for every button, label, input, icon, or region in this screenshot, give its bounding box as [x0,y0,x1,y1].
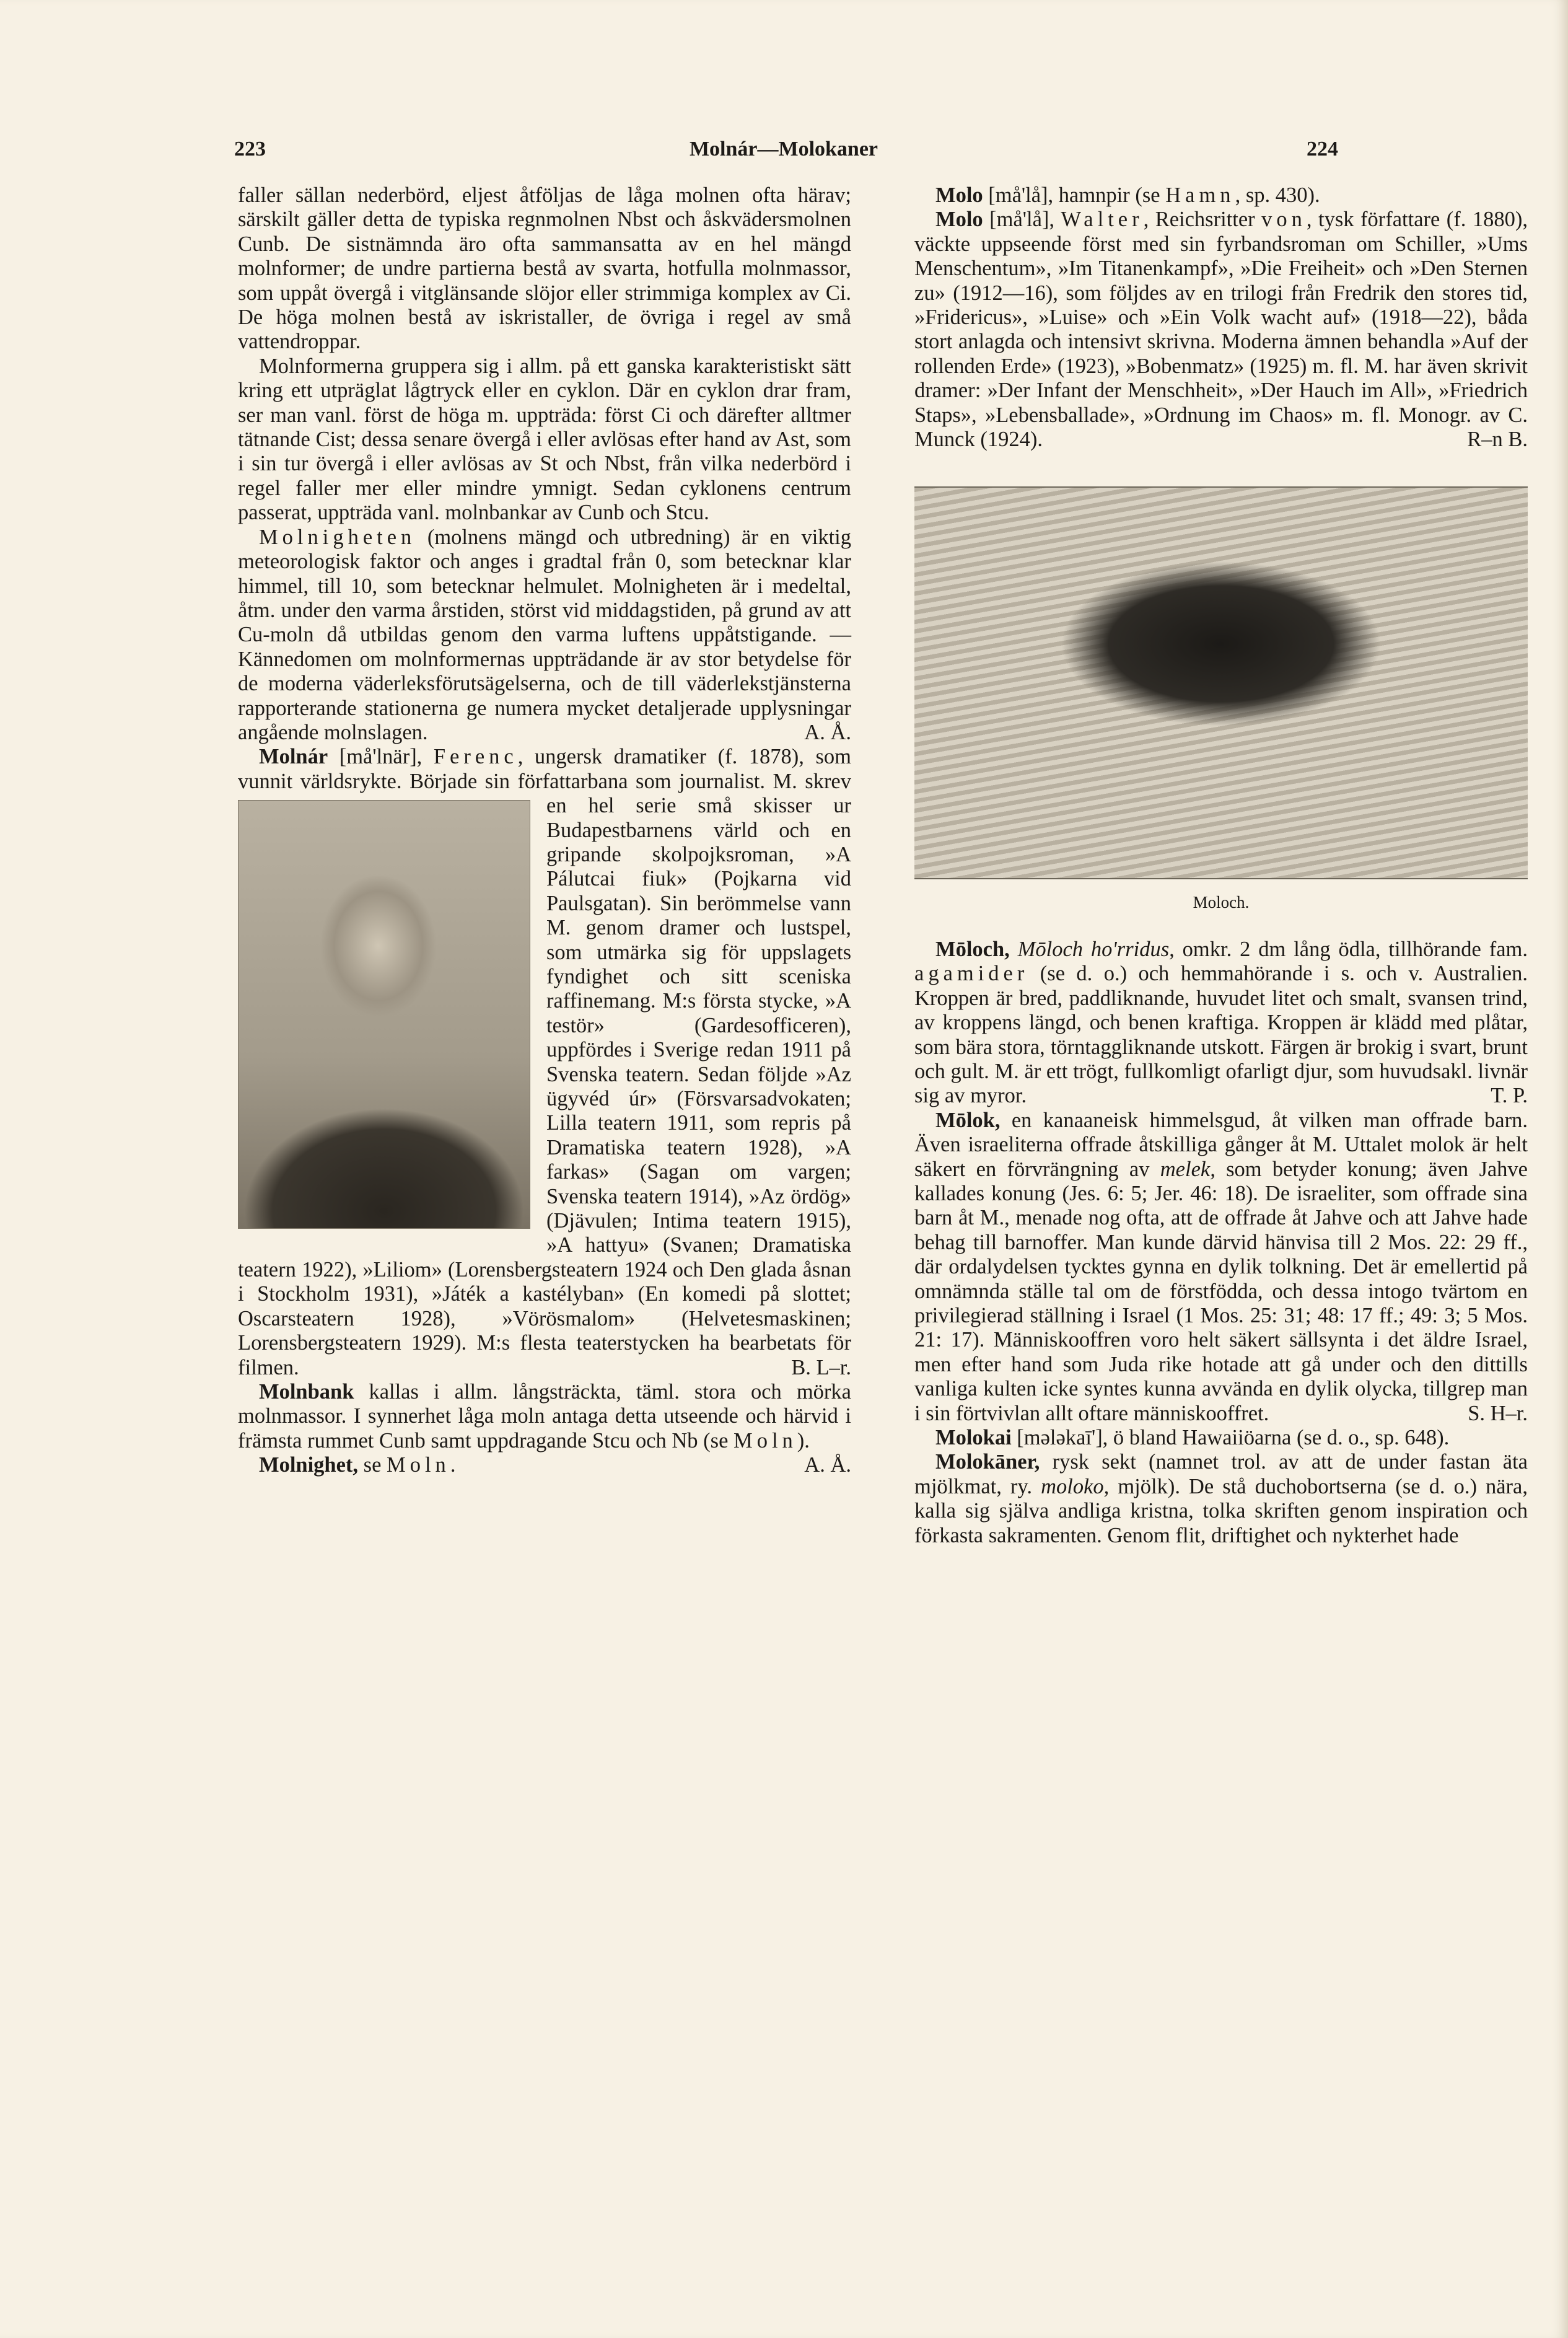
molok-text: en kanaaneisk himmelsgud, åt vilken man offrade barn. Även israeliterna offrade åtskilliga gånger åt M. Uttalet molok är helt säkert en förvrängning av [914,1108,1528,1181]
crossref-moln: Moln [734,1428,797,1452]
right-column [914,183,1528,1548]
word-melek: melek, [1160,1157,1215,1181]
entry-molok [914,1109,1528,1426]
cloudiness-text: (molnens mängd och utbredning) är en viktig meteorologisk faktor och anges i gradtal från 0, som betecknar klar himmel, till 10, som betecknar helmulet. Molnigheten är i medeltal, åtm. under den varma årstiden, störst vid middagstiden, på grund av att Cu-moln då utbildas genom den varma luftens uppåtstigande. — Kännedomen om molnformernas uppträdande är av stor betydelse för de moderna väderleksförutsägelserna, och de till väderlekstjänsterna rapporterande stationerna ge numera mycket detaljerade upplysningar angående molnslagen. [238,525,851,744]
molo1-text: [må'lå], hamnpir (se [983,183,1166,207]
entry-molnar [238,745,851,1380]
entry-molokaner [914,1450,1528,1548]
pronunciation: [må'lå], [983,208,1061,232]
word-moloko: moloko, [1041,1474,1110,1498]
entry-molo-2 [914,208,1528,452]
crossref-moln: Moln [387,1453,450,1477]
name-walter: Walter [1061,208,1144,232]
moloch-text: omkr. 2 dm lång ödla, tillhörande fam. [1174,937,1528,961]
signature: A. Å. [804,720,851,744]
headword-molnar: Molnár [259,745,328,769]
paragraph-cloudiness [238,525,851,745]
headword-molokaner: Molokāner, [935,1450,1040,1474]
crossref-hamn: Hamn [1165,183,1235,207]
signature: T. P. [1491,1084,1528,1108]
molokai-text: [mələkaī'], ö bland Hawaiiöarna (se d. o., sp. 648). [1011,1426,1450,1449]
molnar-text-wrapped: Budapestbarnens värld och en gripande skolpojksroman, »A Pálutcai fiuk» (Pojkarna vid Paulsgatan). Sin berömmelse vann M. genom dramer och lustspel, som utmärka sig för uppslagets fyndighet och sitt sceniska raffinemang. M:s första stycke, »A testör» (Gardesofficeren), uppfördes i Sverige redan 1911 på Svenska teatern. Sedan följde »Az ügyvéd úr» (Försvarsadvokaten; Lilla teatern 1911, som repris på Dramatiska teatern 1928), »A farkas» (Sagan om vargen; Svenska teatern 1914), »Az ördög» (Djävulen; Intima teatern 1915), »A hattyu» (Svanen; Dramatiska teatern 1922), »Liliom» (Lorensbergsteatern 1924 och Den glada åsnan i Stockholm 1931), »Játék a kastélyban» (En komedi på slottet; Oscarsteatern 1928), »Vörösmalom» (Helvetesmaskinen; Lorensbergsteatern 1929). M:s flesta teaterstycken ha bearbetats för filmen. [238,818,851,1379]
entry-molokai [914,1426,1528,1450]
headword-molokai: Molokai [935,1426,1012,1449]
moloch-illustration [914,486,1528,879]
term-molnigheten: Molnigheten [259,525,416,549]
signature: R–n B. [1467,428,1528,452]
signature: S. H–r. [1468,1401,1528,1425]
molnbank-end: ). [797,1428,810,1452]
headword-moloch: Mōloch, [935,937,1010,961]
crossref-agamider: agamider [914,962,1029,986]
molnighet-end: . [450,1453,456,1477]
molnar-text: , ungersk dramatiker (f. 1878), som vunnit världsrykte. Började sin författarbana som journalist. M. skrev en hel serie små skisser ur [238,745,851,818]
name-von: von [1261,208,1307,232]
paragraph-cloud-groups: Molnformerna gruppera sig i allm. på ett ganska karakteristiskt sätt kring ett utpräglat lågtryck eller en cyklon. Där en cyklon drar fram, ser man vanl. först de höga m. uppträda: först Ci och därefter alltmer tätnande Cist; dessa senare övergå i eller avlösas efter hand av Ast, som i sin tur övergå i eller avlösas av St och Nbst, från vilka nederbörd i regel faller mer eller mindre ymnigt. Sedan cyklonens centrum passerat, uppträda vanl. molnbankar av Cunb och Stcu. [238,354,851,525]
paragraph-cloud-precipitation: faller sällan nederbörd, eljest åtföljas de låga molnen ofta härav; särskilt gäller detta de typiska regnmolnen Nbst och åskvädersmolnen Cunb. De sistnämnda äro ofta sammansatta av en hel mängd molnformer; de undre partierna bestå av svarta, hotfulla molnmassor, som uppåt övergå i vitglänsande slöjor eller strimmiga komplex av Ci. De höga molnen bestå av iskristaller, de övriga i regel av små vattendroppar. [238,183,851,354]
portrait-photo [238,800,530,1229]
name-ferenc: Ferenc [433,745,518,769]
headword-molnighet: Molnighet, [259,1453,359,1477]
latin-name: Mōloch ho'rridus, [1009,937,1175,961]
entry-moloch [914,938,1528,1109]
signature: A. Å. [804,1453,851,1477]
molokaner-text-2: mjölk). De stå duchobortserna (se d. o.) nära, kalla sig själva andliga kristna, tolka skriften genom inspiration och förkasta sakramenten. Genom flit, driftighet och nykterhet hade [914,1474,1528,1547]
headword-molok: Mōlok, [935,1108,1001,1132]
molo1-end: , sp. 430). [1235,183,1320,207]
header-title: Molnár—Molokaner [689,138,878,160]
molo2-text: , tysk författare (f. 1880), väckte uppseende först med sin fyrbandsroman om Schiller, »Ums Menschentum», »Im Titanenkampf», »Die Freiheit» och »Den Sternen zu» (1912—16), som följdes av en trilogi från Fredrik den stores tid, »Fridericus», »Luise» och »Ein Volk wacht auf» (1918—22), båda stort anlagda och intensivt skrivna. Moderna ämnen behandla »Auf der rollenden Erde» (1923), »Bobenmatz» (1925) m. fl. M. har även skrivit dramer: »Der Infant der Menschheit», »Der Hauch im All», »Friedrich Staps», »Lebensballade», »Ordnung im Chaos» m. fl. Monogr. av C. Munck (1924). [914,208,1528,452]
entry-molo-1 [914,183,1528,208]
page-number-right: 224 [1307,138,1338,160]
figure-caption: Moloch. [1193,893,1250,912]
left-column [238,183,851,1478]
molnbank-text: kallas i allm. långsträckta, täml. stora och mörka molnmassor. I synnerhet låga moln antaga detta utseende och härvid i främsta rummet Cunb samt uppdragande Stcu och Nb (se [238,1379,851,1452]
molo2-title: , Reichsritter [1143,208,1262,232]
molnighet-text: se [358,1453,387,1477]
headword-molnbank: Molnbank [259,1379,354,1404]
page-number-left: 223 [234,138,266,160]
molokaner-text: rysk sekt (namnet trol. av att de under fastan äta mjölkmat, ry. [914,1450,1528,1498]
signature: B. L–r. [791,1355,851,1379]
running-header [229,138,1338,169]
headword-molo: Molo [935,183,983,207]
pronunciation: [må'lnär], [328,745,434,769]
moloch-text-2: (se d. o.) och hemmahörande i s. och v. Australien. Kroppen är bred, paddliknande, huvudet litet och smalt, svansen trind, av kroppens längd, och benen kraftiga. Kroppen är klädd med plåtar, som bära stora, törntaggliknande utskott. Färgen är brokig i svart, brunt och gult. M. är ett trögt, fullkomligt ofarligt djur, som huvudsakl. livnär sig av myror. [914,962,1528,1108]
headword-molo: Molo [935,208,983,232]
molok-text-2: som betyder konung; även Jahve kallades konung (Jes. 6: 5; Jer. 46: 18). De israeliter, som offrade sina barn åt M., menade nog ofta, att de offrade åt Jahve och att Jahve hade behag till barnoffer. Man kunde därvid hänvisa till 2 Mos. 22: 29 ff., där ordalydelsen tycktes gynna en dylik tolkning. Det är emellertid på omnämnda ställe tal om de förstfödda, och dessa intogo tvärtom en privilegierad ställning i Israel (1 Mos. 25: 31; 48: 17 ff.; 49: 3; 5 Mos. 21: 17). Människooffren voro helt säkert sällsynta i det äldre Israel, men efter hand som Juda rike hotade att gå under och den dittills vanliga kulten icke syntes kunna avvända en dylik olycka, tillgrep man i sin förtvivlan allt oftare människooffret. [914,1157,1528,1425]
entry-molnighet [238,1453,851,1477]
